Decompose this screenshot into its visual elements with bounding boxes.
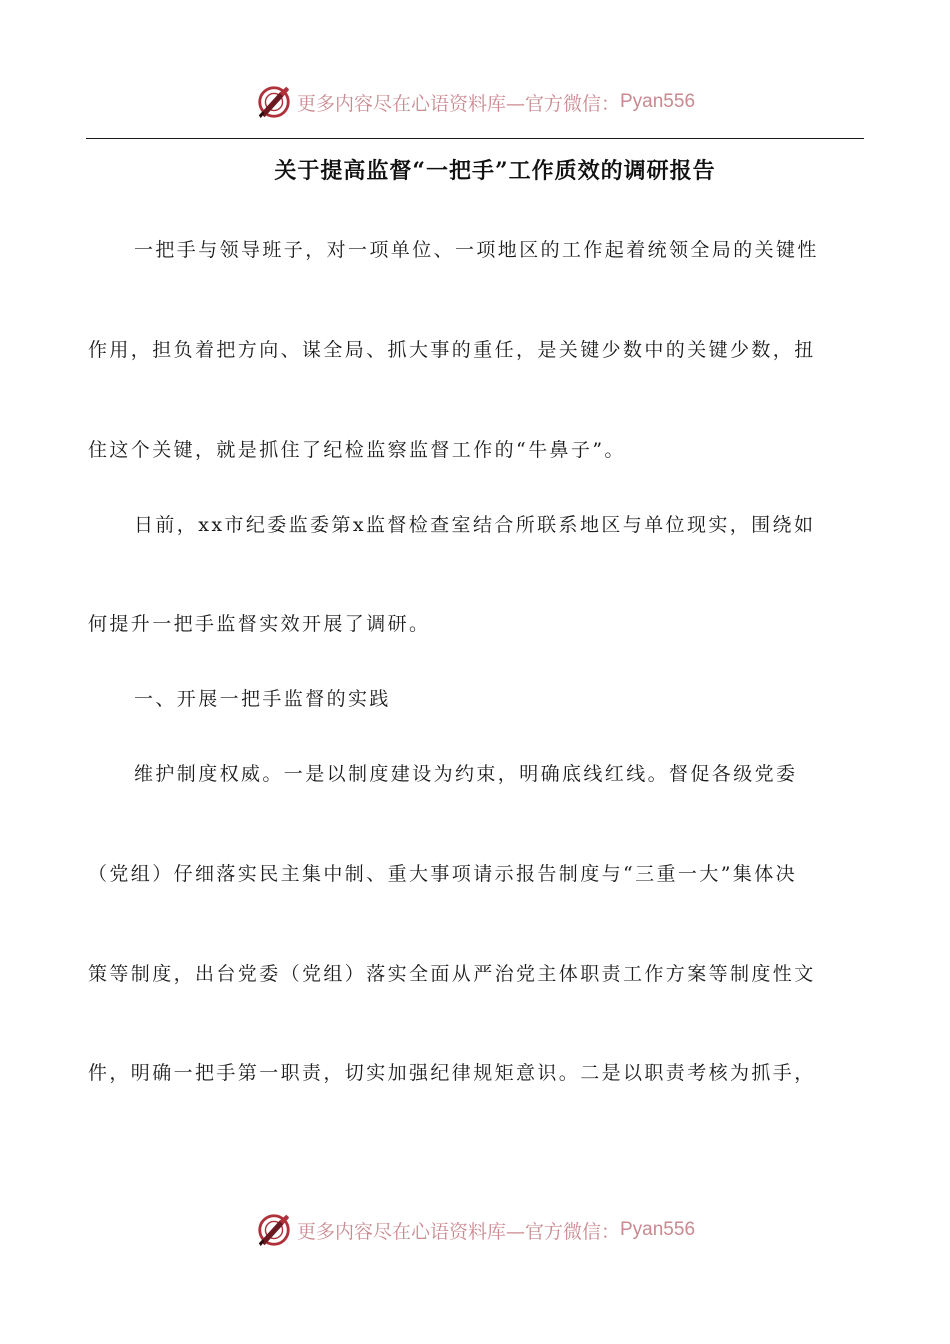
paragraph-line: 住这个关键，就是抓住了纪检监察监督工作的“牛鼻子”。 — [88, 439, 626, 461]
paragraph-line: 一把手与领导班子，对一项单位、一项地区的工作起着统领全局的关键性 — [134, 239, 819, 261]
paragraph-line: 何提升一把手监督实效开展了调研。 — [88, 613, 431, 635]
pen-circle-logo-icon — [255, 1211, 293, 1249]
document-title: 关于提高监督“一把手”工作质效的调研报告 — [274, 158, 716, 184]
paragraph-line: 策等制度，出台党委（党组）落实全面从严治党主体职责工作方案等制度性文 — [88, 963, 816, 985]
wechat-id: Pyan556 — [620, 91, 696, 112]
paragraph-line: 件，明确一把手第一职责，切实加强纪律规矩意识。二是以职责考核为抓手， — [88, 1062, 816, 1084]
header-banner — [0, 80, 950, 124]
paragraph-line: （党组）仔细落实民主集中制、重大事项请示报告制度与“三重一大”集体决 — [88, 863, 798, 885]
wechat-id: Pyan556 — [620, 1219, 696, 1240]
paragraph-line: 日前，xx市纪委监委第x监督检查室结合所联系地区与单位现实，围绕如 — [134, 514, 816, 536]
section-heading: 一、开展一把手监督的实践 — [134, 688, 391, 710]
paragraph-line: 维护制度权威。一是以制度建设为约束，明确底线红线。督促各级党委 — [134, 763, 798, 785]
header-divider — [86, 138, 864, 139]
paragraph-line: 作用，担负着把方向、谋全局、抓大事的重任，是关键少数中的关键少数，扭 — [88, 339, 816, 361]
pen-circle-logo-icon — [255, 83, 293, 121]
footer-banner — [0, 1208, 950, 1252]
banner-text: 更多内容尽在心语资料库—官方微信： — [296, 92, 620, 115]
banner-text: 更多内容尽在心语资料库—官方微信： — [296, 1220, 620, 1243]
